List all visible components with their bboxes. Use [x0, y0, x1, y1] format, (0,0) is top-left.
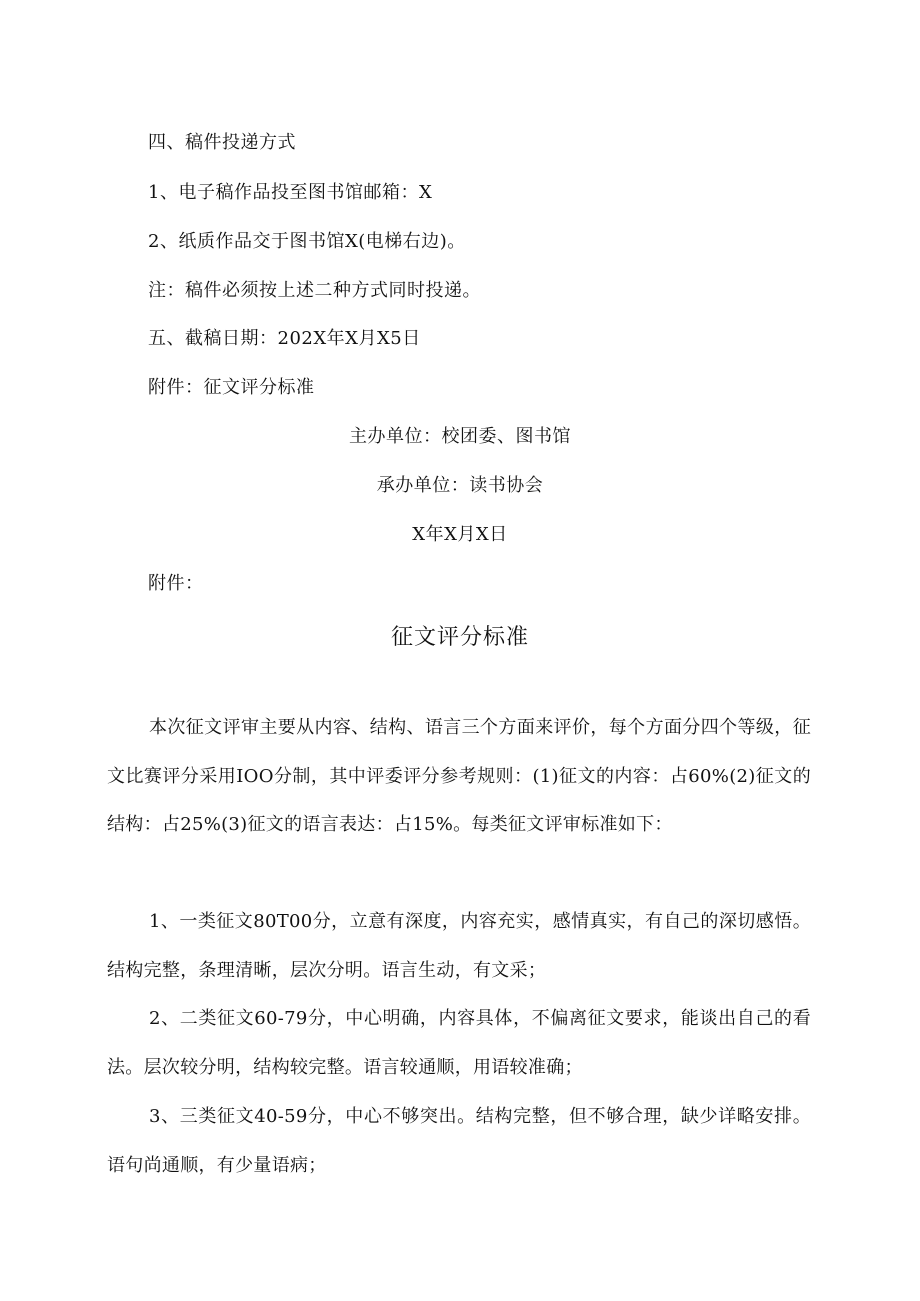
attachment-line: 附件：征文评分标准	[148, 377, 315, 398]
appendix-label: 附件：	[148, 573, 204, 594]
organizer-line: 主办单位：校团委、图书馆	[349, 426, 571, 447]
appendix-intro-paragraph: 本次征文评审主要从内容、结构、语言三个方面来评价，每个方面分四个等级，征文比赛评分采用IOO分制，其中评委评分参考规则：(1)征文的内容：占60%(2)征文的结构：占25%(3)征文的语言表达：占15%。每类征文评审标准如下：	[107, 717, 811, 835]
signature-date: X年X月X日	[412, 524, 508, 545]
appendix-title: 征文评分标准	[390, 625, 529, 650]
criteria-item-3: 3、三类征文40-59分，中心不够突出。结构完整，但不够合理，缺少详略安排。语句尚通顺，有少量语病；	[107, 1106, 811, 1176]
section4-item-email: 1、电子稿作品投至图书馆邮箱：X	[148, 182, 433, 203]
section5-deadline: 五、截稿日期：202X年X月X5日	[148, 328, 421, 349]
section4-note: 注：稿件必须按上述二种方式同时投递。	[148, 280, 481, 301]
section4-heading: 四、稿件投递方式	[148, 132, 296, 153]
criteria-item-1: 1、一类征文80T00分，立意有深度，内容充实，感情真实，有自己的深切感悟。结构完整，条理清晰，层次分明。语言生动，有文采；	[107, 911, 811, 981]
co-organizer-line: 承办单位：读书协会	[376, 475, 544, 496]
criteria-item-2: 2、二类征文60-79分，中心明确，内容具体，不偏离征文要求，能谈出自己的看法。层次较分明，结构较完整。语言较通顺，用语较准确；	[107, 1008, 811, 1078]
section4-item-paper: 2、纸质作品交于图书馆X(电梯右边)。	[148, 231, 466, 252]
